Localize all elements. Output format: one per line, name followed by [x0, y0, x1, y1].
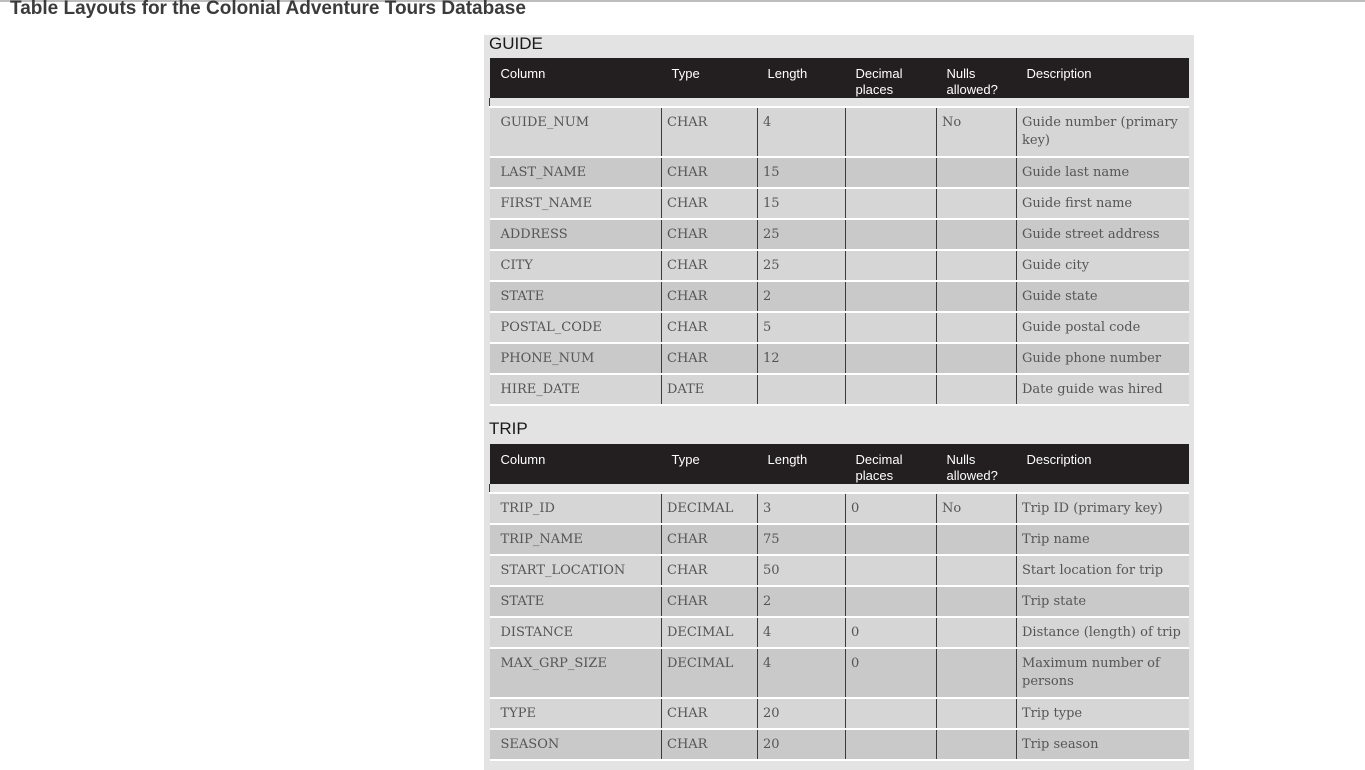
- cell-decimal-places: [846, 188, 937, 219]
- cell-description: Maximum number of persons: [1017, 648, 1189, 698]
- cell-column-name: ADDRESS: [490, 219, 662, 250]
- cell-nulls-allowed: [937, 343, 1017, 374]
- cell-description: Guide state: [1017, 281, 1189, 312]
- table-row: [490, 698, 1189, 729]
- cell-decimal-places: 0: [846, 648, 937, 698]
- cell-column-name: MAX_GRP_SIZE: [490, 648, 662, 698]
- cell-type: DATE: [662, 374, 758, 405]
- header-gap-cell: [490, 484, 1189, 493]
- table-row: [490, 312, 1189, 343]
- cell-description: Guide last name: [1017, 157, 1189, 188]
- cell-decimal-places: [846, 107, 937, 157]
- header-nulls-allowed: [937, 58, 1017, 98]
- header-decimal-places: [846, 58, 937, 98]
- cell-description: Guide postal code: [1017, 312, 1189, 343]
- cell-decimal-places: [846, 524, 937, 555]
- cell-description: Start location for trip: [1017, 555, 1189, 586]
- cell-description: Distance (length) of trip: [1017, 617, 1189, 648]
- cell-type: CHAR: [662, 698, 758, 729]
- guide-table: [489, 58, 1189, 406]
- header-decimal-line2: places: [855, 468, 894, 483]
- cell-length: 20: [758, 698, 846, 729]
- header-type: Type: [662, 58, 758, 98]
- cell-description: Guide city: [1017, 250, 1189, 281]
- header-column: Column: [490, 444, 662, 484]
- cell-decimal-places: [846, 729, 937, 760]
- cell-type: DECIMAL: [662, 648, 758, 698]
- trip-header-row: [490, 444, 1189, 484]
- cell-type: DECIMAL: [662, 493, 758, 524]
- cell-decimal-places: 0: [846, 617, 937, 648]
- header-decimal-places: [846, 444, 937, 484]
- cell-length: 20: [758, 729, 846, 760]
- trip-table-title: TRIP: [489, 419, 528, 438]
- cell-nulls-allowed: No: [937, 493, 1017, 524]
- cell-type: CHAR: [662, 524, 758, 555]
- cell-nulls-allowed: [937, 555, 1017, 586]
- cell-column-name: TYPE: [490, 698, 662, 729]
- header-description: Description: [1017, 444, 1189, 484]
- cell-column-name: TRIP_ID: [490, 493, 662, 524]
- cell-length: 3: [758, 493, 846, 524]
- table-row: [490, 493, 1189, 524]
- cell-type: CHAR: [662, 729, 758, 760]
- header-decimal-line1: Decimal: [855, 452, 903, 467]
- cell-nulls-allowed: [937, 524, 1017, 555]
- cell-length: 5: [758, 312, 846, 343]
- cell-type: CHAR: [662, 586, 758, 617]
- cell-description: Trip season: [1017, 729, 1189, 760]
- cell-decimal-places: [846, 219, 937, 250]
- cell-length: 15: [758, 188, 846, 219]
- table-row: [490, 281, 1189, 312]
- trip-table-body: [490, 484, 1189, 760]
- cell-length: 4: [758, 617, 846, 648]
- table-row: [490, 219, 1189, 250]
- header-gap: [490, 484, 1189, 493]
- cell-type: CHAR: [662, 281, 758, 312]
- cell-type: CHAR: [662, 312, 758, 343]
- table-row: [490, 188, 1189, 219]
- cell-column-name: LAST_NAME: [490, 157, 662, 188]
- header-length: Length: [758, 58, 846, 98]
- table-layouts-figure: [484, 35, 1194, 770]
- table-row: [490, 374, 1189, 405]
- cell-type: CHAR: [662, 188, 758, 219]
- cell-column-name: SEASON: [490, 729, 662, 760]
- cell-column-name: TRIP_NAME: [490, 524, 662, 555]
- table-row: [490, 157, 1189, 188]
- table-row: [490, 648, 1189, 698]
- cell-nulls-allowed: [937, 157, 1017, 188]
- cell-nulls-allowed: [937, 698, 1017, 729]
- cell-column-name: POSTAL_CODE: [490, 312, 662, 343]
- header-nulls-line2: allowed?: [946, 82, 998, 97]
- cell-column-name: STATE: [490, 586, 662, 617]
- cell-length: 50: [758, 555, 846, 586]
- cell-decimal-places: 0: [846, 493, 937, 524]
- cell-decimal-places: [846, 374, 937, 405]
- cell-description: Guide number (primary key): [1017, 107, 1189, 157]
- table-row: [490, 107, 1189, 157]
- cell-description: Guide phone number: [1017, 343, 1189, 374]
- header-decimal-line1: Decimal: [855, 66, 903, 81]
- header-column: Column: [490, 58, 662, 98]
- cell-decimal-places: [846, 555, 937, 586]
- cell-nulls-allowed: [937, 250, 1017, 281]
- cell-decimal-places: [846, 343, 937, 374]
- cell-decimal-places: [846, 312, 937, 343]
- cell-decimal-places: [846, 157, 937, 188]
- guide-table-title: GUIDE: [489, 34, 543, 53]
- cell-length: 25: [758, 250, 846, 281]
- header-decimal-line2: places: [855, 82, 894, 97]
- header-nulls-line2: allowed?: [946, 468, 998, 483]
- cell-decimal-places: [846, 698, 937, 729]
- cell-column-name: STATE: [490, 281, 662, 312]
- cell-decimal-places: [846, 586, 937, 617]
- cell-type: CHAR: [662, 343, 758, 374]
- page-title: Table Layouts for the Colonial Adventure Tours Database: [10, 0, 526, 19]
- cell-description: Trip state: [1017, 586, 1189, 617]
- cell-type: CHAR: [662, 555, 758, 586]
- table-row: [490, 524, 1189, 555]
- header-nulls-allowed: [937, 444, 1017, 484]
- guide-table-body: [490, 98, 1189, 405]
- header-gap-cell: [490, 98, 1189, 107]
- cell-nulls-allowed: [937, 648, 1017, 698]
- table-row: [490, 617, 1189, 648]
- cell-column-name: CITY: [490, 250, 662, 281]
- cell-column-name: GUIDE_NUM: [490, 107, 662, 157]
- cell-length: 12: [758, 343, 846, 374]
- header-nulls-line1: Nulls: [946, 452, 976, 467]
- cell-length: 75: [758, 524, 846, 555]
- cell-nulls-allowed: [937, 617, 1017, 648]
- cell-length: 15: [758, 157, 846, 188]
- cell-nulls-allowed: [937, 219, 1017, 250]
- table-row: [490, 586, 1189, 617]
- header-nulls-line1: Nulls: [946, 66, 976, 81]
- cell-nulls-allowed: [937, 374, 1017, 405]
- cell-length: 2: [758, 586, 846, 617]
- cell-nulls-allowed: [937, 312, 1017, 343]
- cell-length: [758, 374, 846, 405]
- cell-length: 2: [758, 281, 846, 312]
- header-gap: [490, 98, 1189, 107]
- header-type: Type: [662, 444, 758, 484]
- table-row: [490, 555, 1189, 586]
- cell-type: CHAR: [662, 107, 758, 157]
- table-row: [490, 343, 1189, 374]
- trip-table: [489, 444, 1189, 761]
- cell-nulls-allowed: [937, 188, 1017, 219]
- cell-nulls-allowed: [937, 586, 1017, 617]
- cell-description: Trip ID (primary key): [1017, 493, 1189, 524]
- cell-description: Guide first name: [1017, 188, 1189, 219]
- cell-column-name: DISTANCE: [490, 617, 662, 648]
- cell-nulls-allowed: No: [937, 107, 1017, 157]
- cell-description: Trip type: [1017, 698, 1189, 729]
- cell-description: Guide street address: [1017, 219, 1189, 250]
- cell-length: 4: [758, 648, 846, 698]
- table-row: [490, 250, 1189, 281]
- cell-decimal-places: [846, 250, 937, 281]
- cell-column-name: HIRE_DATE: [490, 374, 662, 405]
- cell-type: CHAR: [662, 219, 758, 250]
- guide-header-row: [490, 58, 1189, 98]
- cell-description: Trip name: [1017, 524, 1189, 555]
- table-row: [490, 729, 1189, 760]
- cell-length: 4: [758, 107, 846, 157]
- cell-type: DECIMAL: [662, 617, 758, 648]
- cell-nulls-allowed: [937, 281, 1017, 312]
- cell-decimal-places: [846, 281, 937, 312]
- header-length: Length: [758, 444, 846, 484]
- cell-description: Date guide was hired: [1017, 374, 1189, 405]
- cell-type: CHAR: [662, 250, 758, 281]
- cell-nulls-allowed: [937, 729, 1017, 760]
- cell-length: 25: [758, 219, 846, 250]
- cell-column-name: START_LOCATION: [490, 555, 662, 586]
- cell-type: CHAR: [662, 157, 758, 188]
- cell-column-name: FIRST_NAME: [490, 188, 662, 219]
- cell-column-name: PHONE_NUM: [490, 343, 662, 374]
- header-description: Description: [1017, 58, 1189, 98]
